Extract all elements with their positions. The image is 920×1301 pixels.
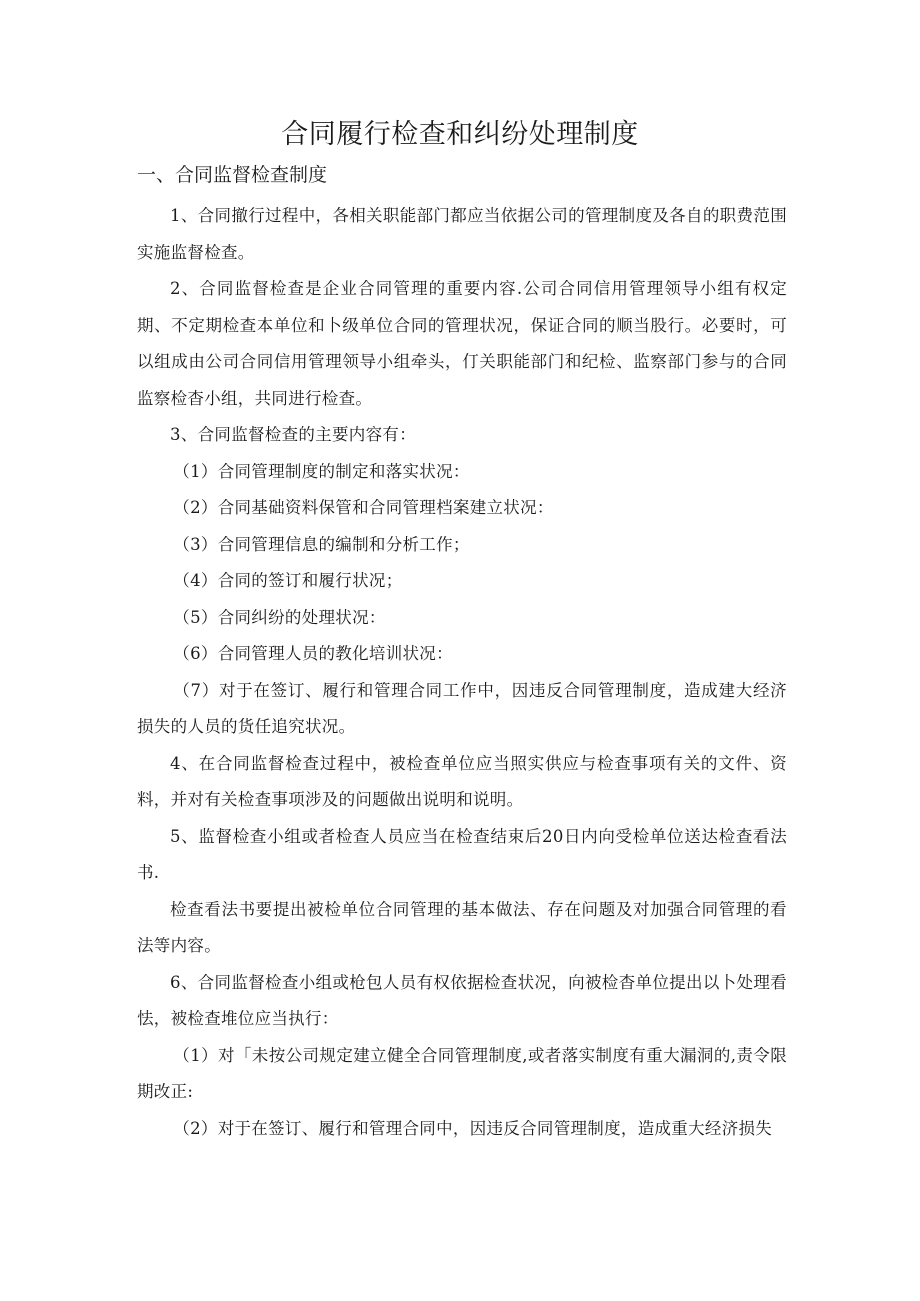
paragraph-6: 6、合同监督检查小组或枪包人员有权依据检查状况，向被检杳单位提出以卜处理看怯，被检查堆位应当执行： bbox=[137, 972, 787, 1028]
list-item: （6）合同管理人员的教化培训状况： bbox=[173, 644, 453, 663]
document-body bbox=[137, 198, 787, 1147]
paragraph-2: 2、合同监督检查是企业合同管理的重要内容.公司合同信用管理领导小组有权定期、不定期检查本单位和卜级单位合同的管理状况，保证合同的顺当股行。必要时，可以组成由公司合同信用管理领导小组牵头，仃关职能部门和纪检、监察部门参与的合同监察检杳小组，共同进行检查。 bbox=[137, 279, 787, 408]
list-item: （7）对于在签订、履行和管理合同工作中，因违反合同管理制度，造成建大经济损失的人员的货任追究状况。 bbox=[137, 680, 787, 736]
paragraph-4: 4、在合同监督检查过程中，被检查单位应当照实供应与检查事项有关的文件、资料，并对有关检查事项涉及的问题做出说明和说明。 bbox=[137, 753, 787, 809]
section-heading: 一、合同监督检查制度 bbox=[137, 164, 328, 186]
paragraph-5: 5、监督检查小组或者检查人员应当在检查结束后20日内向受检单位送达检查看法书. bbox=[137, 826, 787, 882]
list-item: （1）对「未按公司规定建立健全合同管理制度,或者落实制度有重大漏洞的,责令限期改正: bbox=[137, 1045, 787, 1101]
list-item: （2）对于在签订、履行和管理合同中，因违反合同管理制度，造成重大经济损失 bbox=[173, 1118, 773, 1138]
list-item: （1）合同管理制度的制定和落实状况： bbox=[173, 461, 470, 481]
paragraph-1: 1、合同撤行过程中，各相关职能部门都应当依据公司的管理制度及各自的职费范围实施监督检查。 bbox=[137, 206, 787, 262]
list-item: （3）合同管理信息的编制和分析工作； bbox=[173, 534, 470, 554]
paragraph-5-note: 检查看法书要提出被检单位合同管理的基本做法、存在问题及对加强合同管理的看法等内容。 bbox=[137, 899, 787, 955]
list-item: （4）合同的签订和履行状况； bbox=[173, 571, 403, 590]
list-item: （5）合同纠纷的处理状况： bbox=[173, 607, 386, 627]
paragraph-3: 3、合同监督检查的主要内容有： bbox=[170, 425, 416, 444]
document-title: 合同履行检查和纠纷处理制度 bbox=[281, 119, 639, 150]
list-item: （2）合同基础资料保管和合同管理档案建立状况： bbox=[173, 498, 554, 517]
